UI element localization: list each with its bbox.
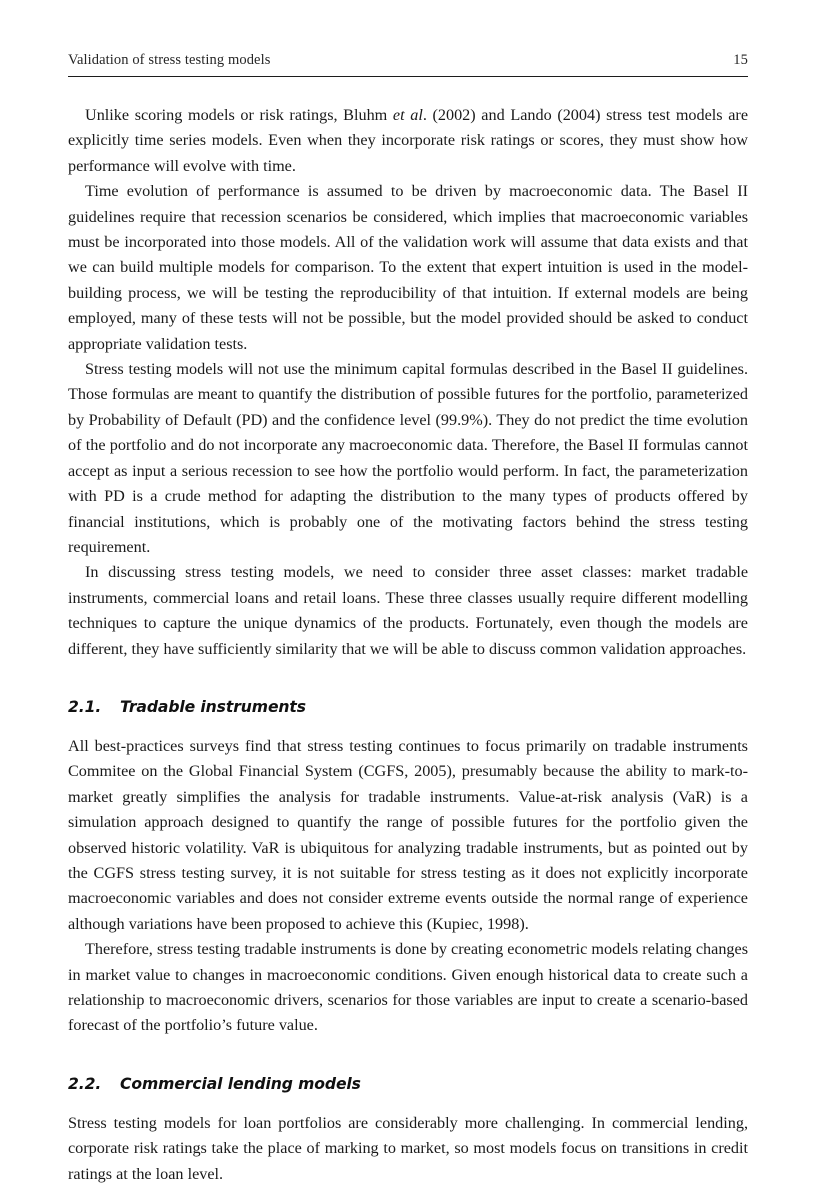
section-number-2-1: 2.1. [68,697,102,716]
paragraph-time-evolution: Time evolution of performance is assumed to be driven by macroeconomic data. The Basel II guidelines require that recession scenarios be considered, which implies that macroeconomic variables must be incorporated into those models. All of the validation work will assume that data exists and that we can build multiple models for comparison. To the extent that expert intuition is used in the model-building process, we will be testing the reproducibility of that intuition. If external models are being employed, many of these tests will not be possible, but the model provided should be asked to conduct appropriate validation tests. [68,182,748,353]
section-title-2-1: Tradable instruments [120,697,306,716]
section-title-2-2: Commercial lending models [120,1074,361,1093]
spacer-below-section-2-1 [68,717,748,734]
paragraph-text-part-2: . (2002) and Lando (2004) stress test models are explicitly time series models. Even when they incorporate risk ratings or scores, they must show how performance will evolve with time. [68,106,749,175]
section-heading-2-1 [68,697,748,717]
spacer-above-section-2-2 [68,1039,748,1074]
running-header-title: Validation of stress testing models [68,52,271,68]
paragraph-text-part-1: Unlike scoring models or risk ratings, Bluhm [85,106,393,124]
spacer-above-section-2-1 [68,662,748,697]
section-heading-2-2 [68,1074,748,1094]
paragraph-econometric-models: Therefore, stress testing tradable instruments is done by creating econometric models relating changes in market value to changes in macroeconomic conditions. Given enough historical data to create such a relationship to macroeconomic drivers, scenarios for those variables are input to create a scenario-based forecast of the portfolio’s future value. [68,940,748,1035]
running-header [68,52,748,72]
paragraph-loan-portfolios: Stress testing models for loan portfolios are considerably more challenging. In commercial lending, corporate risk ratings take the place of marking to market, so most models focus on transitions in credit ratings at the loan level. [68,1113,748,1183]
spacer-below-section-2-2 [68,1094,748,1111]
header-rule [68,76,748,77]
paragraph-best-practices-surveys: All best-practices surveys find that stress testing continues to focus primarily on tradable instruments Commitee on the Global Financial System (CGFS, 2005), presumably because the ability to mark-to-market greatly simplifies the analysis for tradable instruments. Value-at-risk analysis (VaR) is a simulation approach designed to quantify the range of possible futures for the portfolio given the observed historic volatility. VaR is ubiquitous for analyzing tradable instruments, but as pointed out by the CGFS stress testing survey, it is not suitable for stress testing as it does not explicitly incorporate macroeconomic variables and does not consider extreme events outside the normal range of experience although variations have been proposed to achieve this (Kupiec, 1998). [68,736,748,933]
body-text-column [68,103,748,1187]
page-number: 15 [733,52,748,68]
section-number-2-2: 2.2. [68,1074,102,1093]
paragraph-unlike-scoring-models [68,103,748,179]
paragraph-minimum-capital-formulas: Stress testing models will not use the minimum capital formulas described in the Basel II guidelines. Those formulas are meant to quantify the distribution of possible futures for the portfolio, parameterized by Probability of Default (PD) and the confidence level (99.9%). They do not predict the time evolution of the portfolio and do not incorporate any macroeconomic data. Therefore, the Basel II formulas cannot accept as input a serious recession to see how the portfolio would perform. In fact, the parameterization with PD is a crude method for adapting the distribution to the many types of products offered by financial institutions, which is probably one of the motivating factors behind the stress testing requirement. [68,360,748,556]
citation-et-al: et al [392,106,423,124]
paragraph-three-asset-classes: In discussing stress testing models, we need to consider three asset classes: market tradable instruments, commercial loans and retail loans. These three classes usually require different modelling techniques to capture the unique dynamics of the products. Fortunately, even though the models are different, they have sufficiently similarity that we will be able to discuss common validation approaches. [68,563,748,658]
